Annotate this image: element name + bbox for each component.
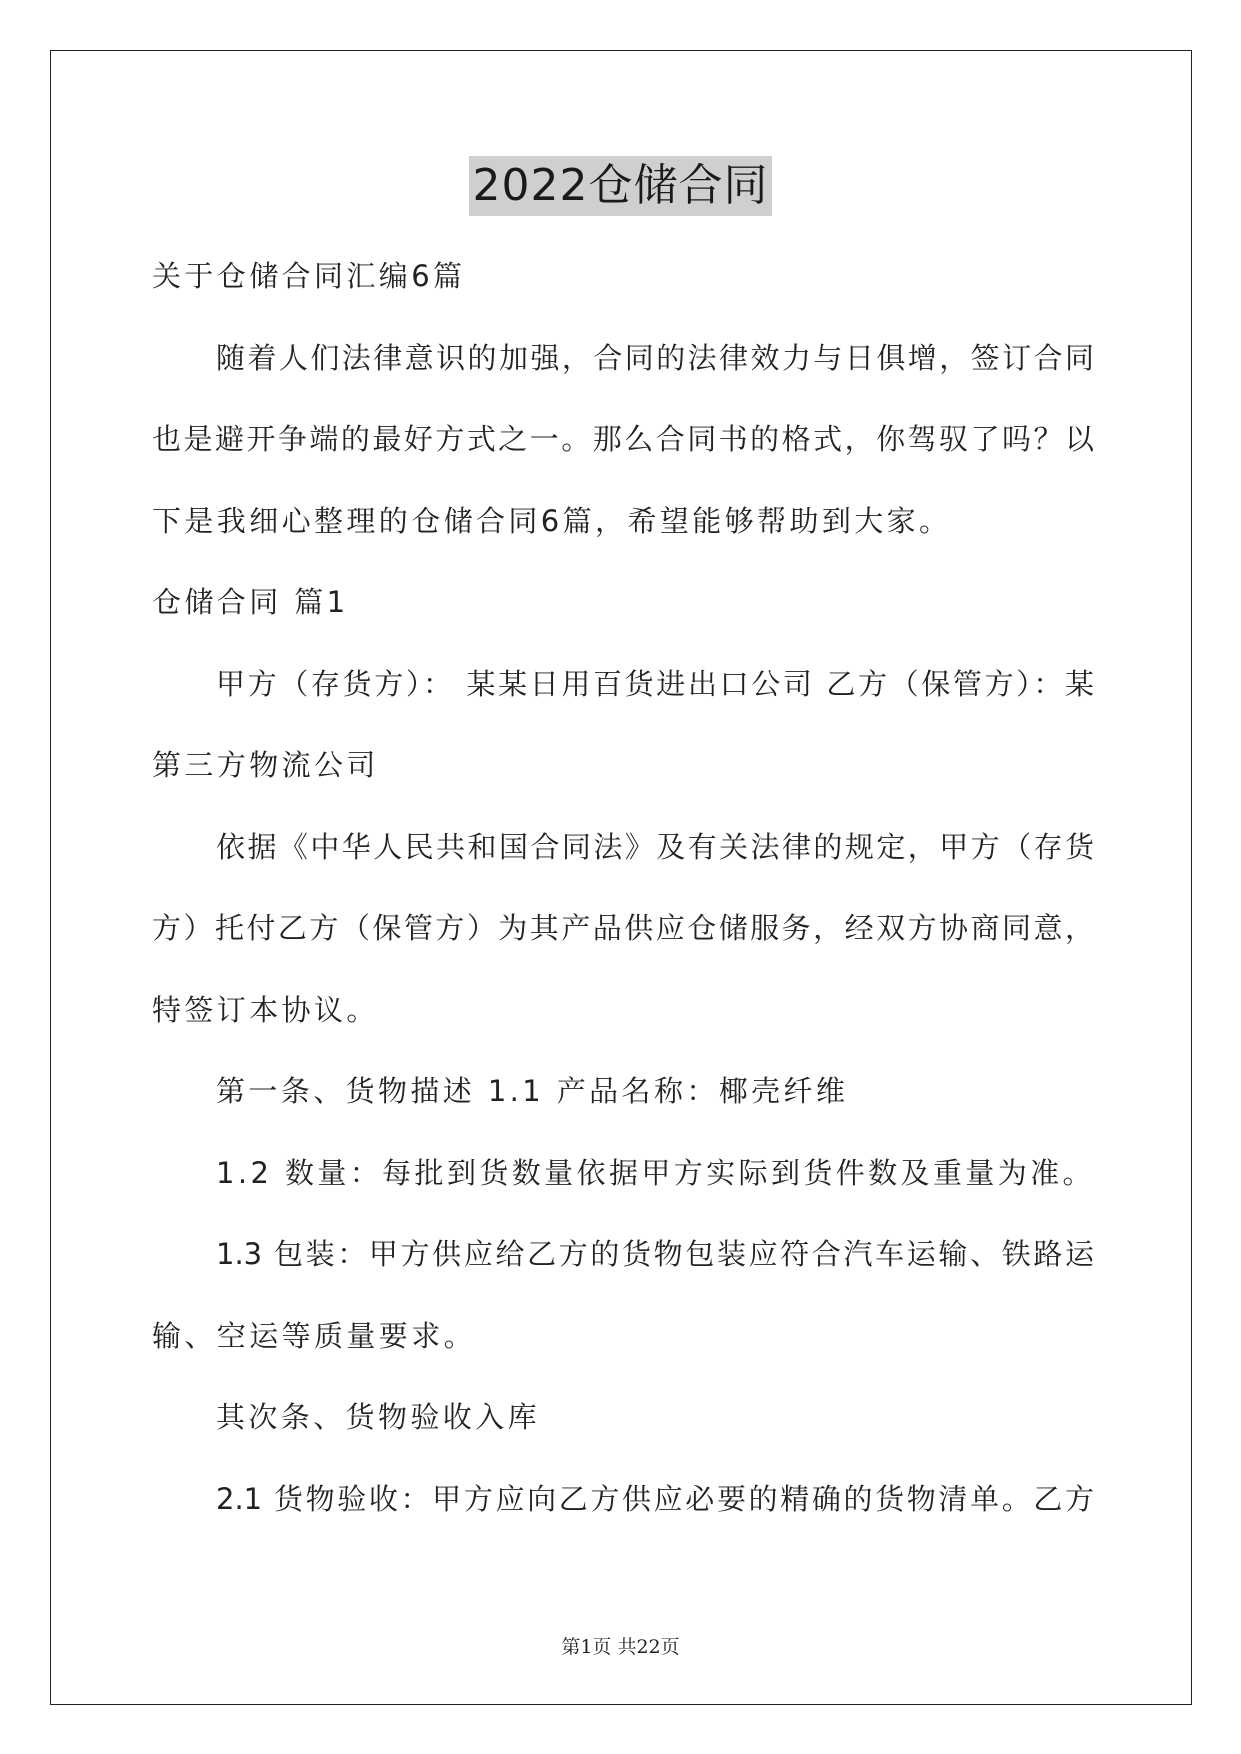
paragraph-line: 输、空运等质量要求。 <box>152 1318 477 1353</box>
page-footer: 第1页 共22页 <box>561 1636 680 1658</box>
paragraph-line: 2.1 货物验收：甲方应向乙方供应必要的精确的货物清单。乙方 <box>216 1481 1094 1516</box>
subtitle-line: 关于仓储合同汇编6篇 <box>152 259 466 293</box>
section-heading: 仓储合同 篇1 <box>152 585 349 619</box>
paragraph-line: 随着人们法律意识的加强，合同的法律效力与日俱增，签订合同 <box>216 340 1094 375</box>
paragraph-line: 1.2 数量：每批到货数量依据甲方实际到货件数及重量为准。 <box>216 1155 1095 1190</box>
paragraph-line: 第一条、货物描述 1.1 产品名称：椰壳纤维 <box>216 1074 849 1108</box>
paragraph-line: 特签订本协议。 <box>152 992 379 1027</box>
document-body <box>152 236 1094 1540</box>
paragraph-line: 甲方（存货方）： 某某日用百货进出口公司 乙方（保管方）：某 <box>216 666 1094 701</box>
paragraph-line: 下是我细心整理的仓储合同6篇，希望能够帮助到大家。 <box>152 503 952 538</box>
paragraph-line: 第三方物流公司 <box>152 748 379 782</box>
document-title-text: 2022仓储合同 <box>469 156 773 216</box>
paragraph-line: 也是避开争端的最好方式之一。那么合同书的格式，你驾驭了吗？以 <box>152 422 1094 456</box>
document-title <box>0 156 1241 216</box>
paragraph-line: 方）托付乙方（保管方）为其产品供应仓储服务，经双方协商同意， <box>152 911 1094 945</box>
paragraph-line: 其次条、货物验收入库 <box>216 1400 541 1434</box>
paragraph-line: 依据《中华人民共和国合同法》及有关法律的规定，甲方（存货 <box>216 829 1094 864</box>
paragraph-line: 1.3 包装：甲方供应给乙方的货物包装应符合汽车运输、铁路运 <box>216 1237 1094 1271</box>
